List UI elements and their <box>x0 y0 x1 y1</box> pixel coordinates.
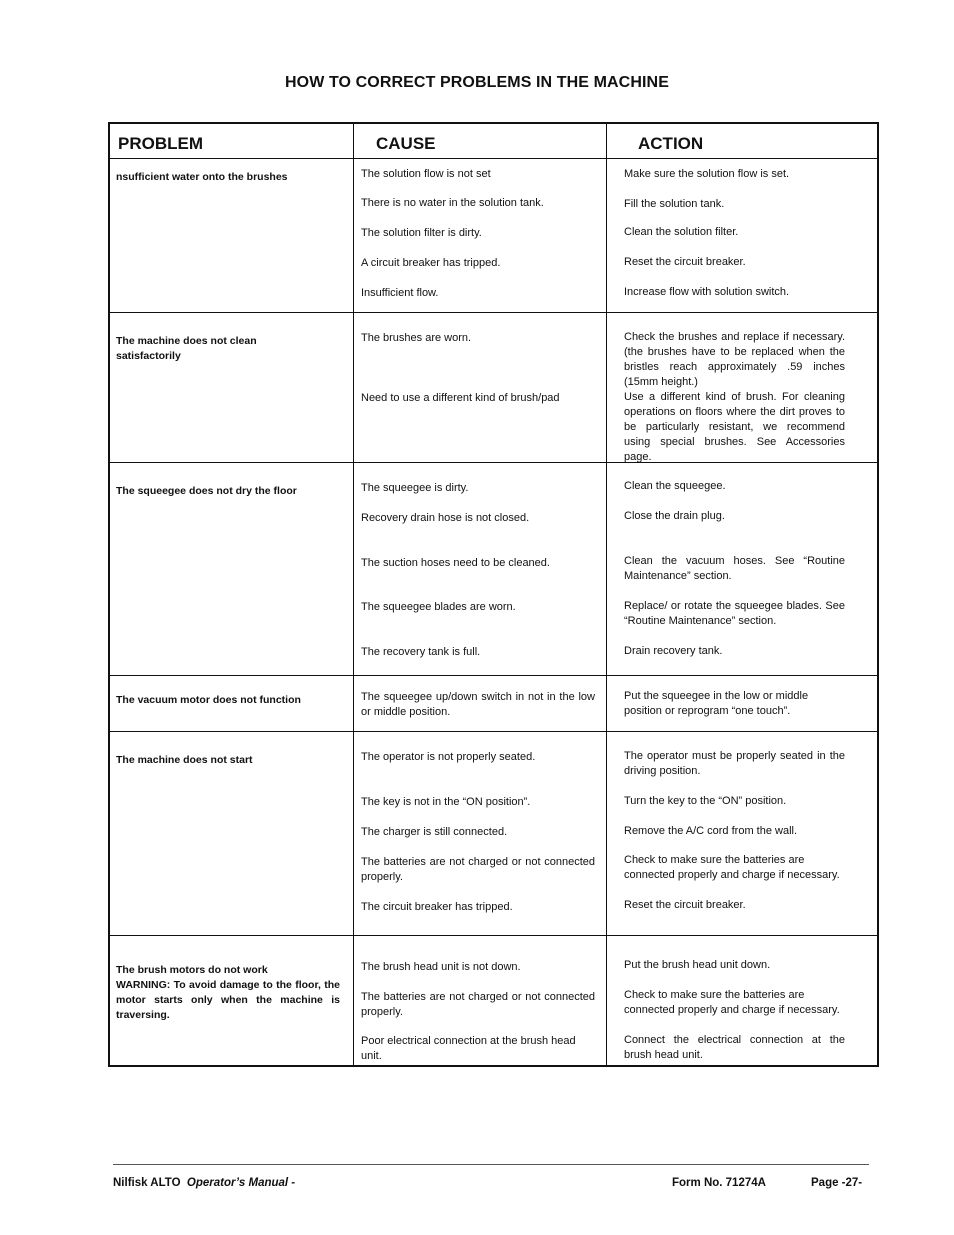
cause-text: The operator is not properly seated. <box>361 751 536 763</box>
brand-name: Nilfisk ALTO <box>113 1177 181 1189</box>
problem-text: nsufficient water onto the brushes <box>116 171 288 183</box>
cause-text: There is no water in the solution tank. <box>361 197 544 209</box>
row-divider <box>110 935 877 936</box>
action-text: Remove the A/C cord from the wall. <box>624 825 798 837</box>
manual-name: Operator’s Manual - <box>186 1177 296 1189</box>
action-text: Reset the circuit breaker. <box>624 256 746 268</box>
cause-text: The circuit breaker has tripped. <box>361 901 513 913</box>
cause-text: Insufficient flow. <box>361 287 439 299</box>
row-divider <box>110 675 877 676</box>
footer-brand <box>113 1177 295 1189</box>
action-text: Check the brushes and replace if necessary. (the brushes have to be replaced when the bristles reach approximately .59 inches (15mm height.) <box>624 331 845 388</box>
action-text: Check to make sure the batteries are connected properly and charge if necessary. <box>624 989 840 1016</box>
cause-text: The solution filter is dirty. <box>361 227 482 239</box>
action-text: Replace/ or rotate the squeegee blades. See “Routine Maintenance” section. <box>624 600 845 627</box>
cause-text: The squeegee blades are worn. <box>361 601 516 613</box>
action-text: Drain recovery tank. <box>624 645 723 657</box>
header-action: ACTION <box>638 134 704 153</box>
action-text: The operator must be properly seated in the driving position. <box>624 750 845 777</box>
warning-text: WARNING: To avoid damage to the floor, the motor starts only when the machine is traversing. <box>116 979 340 1021</box>
cause-text: The key is not in the “ON position”. <box>361 796 531 808</box>
action-text: Turn the key to the “ON” position. <box>624 795 787 807</box>
row-divider <box>110 312 877 313</box>
problem-text: The brush motors do not work <box>116 964 268 976</box>
cause-text: The charger is still connected. <box>361 826 508 838</box>
cause-text: A circuit breaker has tripped. <box>361 257 501 269</box>
action-text: Put the squeegee in the low or middle position or reprogram “one touch”. <box>624 690 809 717</box>
problem-text: The squeegee does not dry the floor <box>116 485 297 497</box>
action-text: Clean the squeegee. <box>624 480 726 492</box>
column-divider <box>606 124 607 1065</box>
action-text: Fill the solution tank. <box>624 198 725 210</box>
cause-text: The squeegee is dirty. <box>361 482 469 494</box>
action-text: Clean the vacuum hoses. See “Routine Maintenance” section. <box>624 555 845 582</box>
cause-text: The suction hoses need to be cleaned. <box>361 557 550 569</box>
problem-text: The machine does not clean satisfactorily <box>116 335 257 362</box>
cause-text: Poor electrical connection at the brush head unit. <box>361 1035 576 1062</box>
cause-text: The recovery tank is full. <box>361 646 481 658</box>
cause-text: The brush head unit is not down. <box>361 961 521 973</box>
problem-text: The machine does not start <box>116 754 253 766</box>
action-text: Reset the circuit breaker. <box>624 899 746 911</box>
action-text: Increase flow with solution switch. <box>624 286 790 298</box>
cause-text: The batteries are not charged or not connected properly. <box>361 991 595 1018</box>
action-text: Clean the solution filter. <box>624 226 739 238</box>
page-title: HOW TO CORRECT PROBLEMS IN THE MACHINE <box>285 74 669 91</box>
troubleshooting-table <box>108 122 879 1067</box>
action-text: Close the drain plug. <box>624 510 725 522</box>
cause-text: The batteries are not charged or not connected properly. <box>361 856 595 883</box>
action-text: Make sure the solution flow is set. <box>624 168 790 180</box>
footer-page: Page -27- <box>811 1177 863 1189</box>
cause-text: The brushes are worn. <box>361 332 472 344</box>
action-text: Connect the electrical connection at the brush head unit. <box>624 1034 845 1061</box>
header-problem: PROBLEM <box>118 134 203 153</box>
problem-text: The vacuum motor does not function <box>116 694 301 706</box>
cause-text: The solution flow is not set <box>361 168 491 180</box>
cause-text: Recovery drain hose is not closed. <box>361 512 530 524</box>
cause-text: The squeegee up/down switch in not in the low or middle position. <box>361 691 595 718</box>
footer-divider <box>113 1164 869 1165</box>
footer-form: Form No. 71274A <box>672 1177 766 1189</box>
action-text: Put the brush head unit down. <box>624 959 771 971</box>
row-divider <box>110 731 877 732</box>
column-divider <box>353 124 354 1065</box>
action-text: Check to make sure the batteries are connected properly and charge if necessary. <box>624 854 840 881</box>
cause-text: Need to use a different kind of brush/pad <box>361 392 560 404</box>
header-divider <box>110 158 877 159</box>
action-text: Use a different kind of brush. For cleaning operations on floors where the dirt proves to be particularly resistant, we recommend using special brushes. See Accessories page. <box>624 391 845 463</box>
header-cause: CAUSE <box>376 134 436 153</box>
